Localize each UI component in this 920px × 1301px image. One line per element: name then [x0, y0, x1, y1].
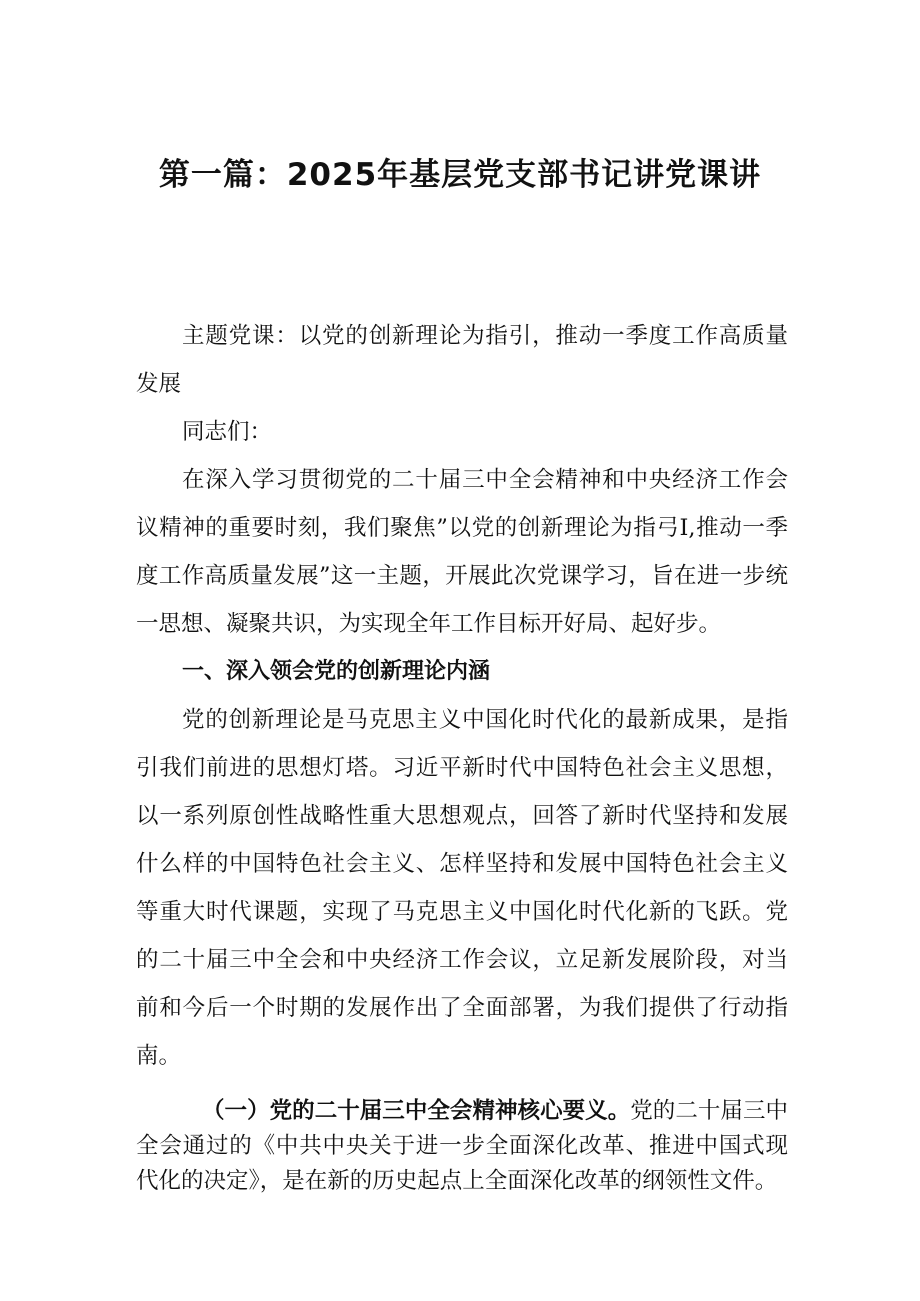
document-title: 第一篇：2025年基层党支部书记讲党课讲 [158, 157, 762, 193]
intro-paragraph: 在深入学习贯彻党的二十届三中全会精神和中央经济工作会议精神的重要时刻，我们聚焦”以党的创新理论为指弓I,推动一季度工作高质量发展”这一主题，开展此次党课学习，旨在进一步统一思想、凝聚共识，为实现全年工作目标开好局、起好步。 [136, 467, 788, 637]
salutation: 同志们： [182, 419, 273, 445]
subsection-paragraph [136, 1094, 788, 1199]
subsection-text: 党的二十届三中全会通过的《中共中央关于进一步全面深化改革、推进中国式现代化的决定》，是在新的历史起点上全面深化改革的纲领性文件。 [136, 1098, 788, 1194]
section-heading: 一、深入领会党的创新理论内涵 [182, 659, 491, 684]
section-paragraph: 党的创新理论是马克思主义中国化时代化的最新成果，是指引我们前进的思想灯塔。习近平新时代中国特色社会主义思想，以一系列原创性战略性重大思想观点，回答了新时代坚持和发展什么样的中国特色社会主义、怎样坚持和发展中国特色社会主义等重大时代课题，实现了马克思主义中国化时代化新的飞跃。党的二十届三中全会和中央经济工作会议，立足新发展阶段，对当前和今后一个时期的发展作出了全面部署，为我们提供了行动指南。 [136, 707, 788, 1069]
subsection-heading: （一）党的二十届三中全会精神核心要义。 [202, 1098, 631, 1124]
topic-paragraph: 主题党课：以党的创新理论为指引，推动一季度工作高质量发展 [136, 323, 788, 397]
